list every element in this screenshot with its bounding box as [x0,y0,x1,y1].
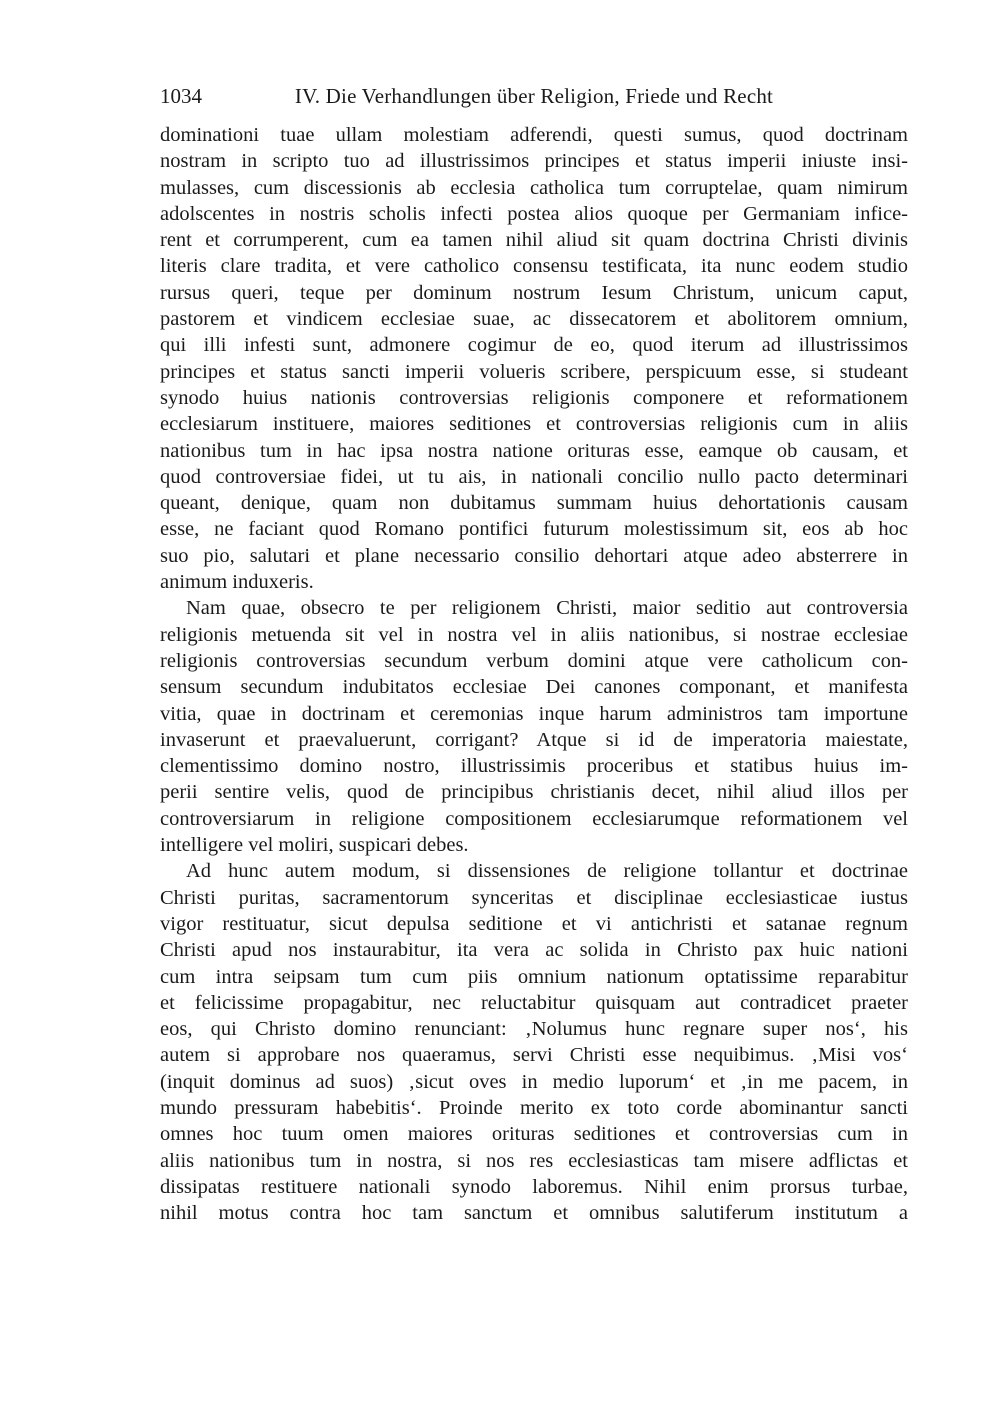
text-line: Christi apud nos instaurabitur, ita vera ac solida in Christo pax huic nationi [160,939,908,962]
running-title: IV. Die Verhandlungen über Religion, Friede und Recht [294,84,774,108]
text-line: nostram in scripto tuo ad illustrissimos principes et status imperii iniuste insi- [160,150,908,173]
text-line: eos, qui Christo domino renunciant: ‚Nolumus hunc regnare super nos‘, his [160,1018,908,1041]
text-line: intelligere vel moliri, suspicari debes. [160,834,469,857]
text-line: synodo huius nationis controversias religionis componere et reformationem [160,386,908,409]
text-line: pastorem et vindicem ecclesiae suae, ac dissecatorem et abolitorem omnium, [160,308,908,331]
text-line: vitia, quae in doctrinam et ceremonias inque harum administros tam importune [160,702,908,725]
text-line: (inquit dominus ad suos) ‚sicut oves in medio luporum‘ et ‚in me pacem, in [160,1070,908,1093]
text-line: omnes hoc tuum omen maiores orituras seditiones et controversias cum in [160,1123,908,1146]
text-line: controversiarum in religione compositionem ecclesiarumque reformationem vel [160,807,908,830]
paragraph [160,595,908,858]
paragraph [160,122,908,595]
text-line: dominationi tuae ullam molestiam adferendi, questi sumus, quod doctrinam [160,124,908,146]
text-line: esse, ne faciant quod Romano pontifici futurum molestissimum sit, eos ab hoc [160,518,908,541]
text-line: cum intra seipsam tum cum piis omnium nationum optatissime reparabitur [160,965,908,988]
text-line: animum induxeris. [160,571,314,594]
text-line: et felicissime propagabitur, nec reluctabitur quisquam aut contradicet praeter [160,991,908,1014]
page-header [160,84,908,108]
text-line: religionis controversias secundum verbum domini atque vere catholicum con- [160,649,908,672]
text-line: quod controversiae fidei, ut tu ais, in nationali concilio nullo pacto determinari [160,465,908,488]
text-line: Christi puritas, sacramentorum synceritas et disciplinae ecclesiasticae iustus [160,886,908,909]
text-line: mulasses, cum discessionis ab ecclesia catholica tum corruptelae, quam nimirum [160,176,908,199]
text-line: autem si approbare nos quaeramus, servi Christi esse nequibimus. ‚Misi vos‘ [160,1044,908,1067]
text-line: sensum secundum indubitatos ecclesiae Dei canones componant, et manifesta [160,676,908,699]
text-line: invaserunt et praevaluerunt, corrigant? Atque si id de imperatoria maiestate, [160,728,908,751]
text-line: mundo pressuram habebitis‘. Proinde merito ex toto corde abominantur sancti [160,1096,908,1119]
text-line: queant, denique, quam non dubitamus summam huius dehortationis causam [160,492,908,515]
page-body [160,122,908,1226]
text-line: dissipatas restituere nationali synodo laboremus. Nihil enim prorsus turbae, [160,1175,908,1198]
text-line: principes et status sancti imperii volueris scribere, perspicuum esse, si studeant [160,360,908,383]
text-line: adolscentes in nostris scholis infecti postea alios quoque per Germaniam infice- [160,202,908,225]
text-line: religionis metuenda sit vel in nostra vel in aliis nationibus, si nostrae ecclesiae [160,623,908,646]
text-line: rent et corrumperent, cum ea tamen nihil aliud sit quam doctrina Christi divinis [160,229,908,252]
text-line: ecclesiarum instituere, maiores seditiones et controversias religionis cum in aliis [160,413,908,436]
text-line: perii sentire velis, quod de principibus christianis decet, nihil aliud illos per [160,781,908,804]
text-line: vigor restituatur, sicut depulsa seditione et vi antichristi et satanae regnum [160,912,908,935]
paragraph [160,858,908,1226]
text-block [160,84,908,1226]
text-line: qui illi infesti sunt, admonere cogimur de eo, quod iterum ad illustrissimos [160,334,908,357]
text-line: Nam quae, obsecro te per religionem Christi, maior seditio aut controversia [186,597,908,620]
text-line: nationibus tum in hac ipsa nostra natione orituras esse, eamque ob causam, et [160,439,908,462]
page-number: 1034 [160,84,202,108]
text-line: Ad hunc autem modum, si dissensiones de religione tollantur et doctrinae [186,860,908,883]
text-line: suo pio, salutari et plane necessario consilio dehortari atque adeo absterrere in [160,544,908,567]
text-line: literis clare tradita, et vere catholico consensu testificata, ita nunc eodem studio [160,255,908,278]
text-line: aliis nationibus tum in nostra, si nos res ecclesiasticas tam misere adflictas et [160,1149,908,1172]
text-line: rursus queri, teque per dominum nostrum Iesum Christum, unicum caput, [160,281,908,304]
text-line: clementissimo domino nostro, illustrissimis proceribus et statibus huius im- [160,755,908,778]
text-line: nihil motus contra hoc tam sanctum et omnibus salutiferum institutum a [160,1202,908,1225]
